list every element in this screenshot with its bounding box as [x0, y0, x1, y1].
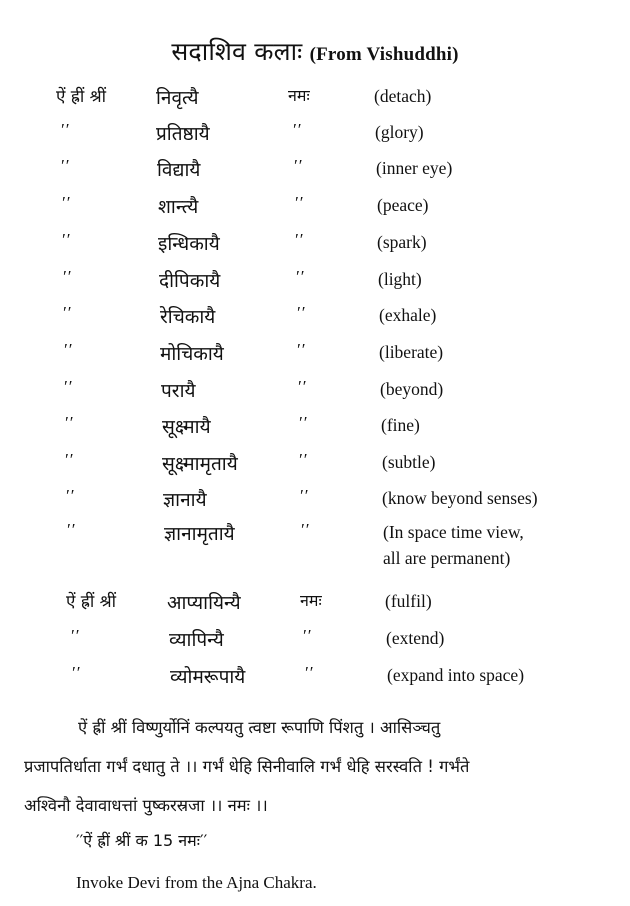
name-cell: व्यापिन्यै [169, 629, 224, 651]
namah-cell: ′′ [296, 303, 306, 322]
meaning-cell: (exhale) [379, 305, 437, 325]
namah-cell: ′′ [302, 626, 312, 645]
bija-quote: ′′ऐं ह्रीं श्रीं क 15 नमः′′ [76, 831, 208, 850]
namah-cell: ′′ [295, 267, 305, 286]
list-item [0, 84, 630, 112]
prefix-cell: ′′ [65, 486, 75, 505]
meaning-cell: (know beyond senses) [382, 488, 538, 508]
name-cell: आप्यायिन्यै [167, 592, 241, 614]
list-item [0, 589, 630, 617]
meaning-cell: (liberate) [379, 342, 444, 362]
meaning-cell: (extend) [386, 628, 445, 648]
list-item [0, 340, 630, 368]
meaning-cell: (light) [378, 269, 422, 289]
list-item [0, 450, 630, 478]
namah-cell: ′′ [296, 340, 306, 359]
name-cell: सूक्ष्मामृतायै [162, 453, 238, 475]
name-cell: ज्ञानायै [163, 489, 207, 511]
mantra-line: प्रजापतिर्धाता गर्भं दधातु ते ।। गर्भं धेहि सिनीवालि गर्भं धेहि सरस्वति ! गर्भंते [24, 757, 470, 776]
namah-cell: ′′ [298, 413, 308, 432]
meaning-cell: (spark) [377, 232, 427, 252]
meaning-cell: (glory) [375, 122, 424, 142]
prefix-cell: ′′ [63, 340, 73, 359]
prefix-cell: ′′ [62, 303, 72, 322]
mantra-line: ऐं ह्रीं श्रीं विष्णुर्योनिं कल्पयतु त्वष्टा रूपाणि पिंशतु । आसिञ्चतु [78, 718, 441, 737]
prefix-cell: ′′ [64, 450, 74, 469]
prefix-cell: ′′ [64, 413, 74, 432]
page-title [0, 34, 630, 68]
list-item [0, 626, 630, 654]
prefix-cell: ′′ [70, 626, 80, 645]
list-item [0, 520, 630, 572]
name-cell: ज्ञानामृतायै [164, 523, 235, 545]
list-item [0, 413, 630, 441]
prefix-cell: ′′ [66, 520, 76, 539]
mantra-paragraph [24, 708, 602, 825]
list-item [0, 120, 630, 148]
meaning-cell: (fulfil) [385, 591, 432, 611]
namah-cell: ′′ [294, 230, 304, 249]
list-item [0, 193, 630, 221]
list-item [0, 486, 630, 514]
meaning-cell: (expand into space) [387, 665, 525, 685]
namah-cell: ′′ [298, 450, 308, 469]
namah-cell: ′′ [294, 193, 304, 212]
name-cell: निवृत्यै [156, 87, 199, 109]
name-cell: इन्धिकायै [158, 233, 220, 255]
name-cell: रेचिकायै [160, 306, 216, 328]
prefix-cell: ′′ [61, 230, 71, 249]
list-item [0, 267, 630, 295]
name-cell: प्रतिष्ठायै [156, 123, 210, 145]
prefix-cell: ′′ [71, 663, 81, 682]
prefix-cell: ′′ [60, 120, 70, 139]
name-cell: मोचिकायै [160, 343, 224, 365]
namah-cell: नमः [300, 591, 322, 610]
list-item [0, 663, 630, 691]
prefix-cell: ′′ [60, 156, 70, 175]
meaning-cell: (In space time view, [383, 522, 524, 542]
namah-cell: नमः [288, 86, 310, 105]
meaning-cell: (detach) [374, 86, 432, 106]
meaning-cell: (beyond) [380, 379, 444, 399]
namah-cell: ′′ [304, 663, 314, 682]
prefix-cell: ऐं ह्रीं श्रीं [56, 87, 107, 107]
name-cell: शान्त्यै [158, 196, 199, 218]
name-cell: परायै [161, 380, 196, 402]
meaning-cell: (subtle) [382, 452, 436, 472]
mantra-line: अश्विनौ देवावाधत्तां पुष्करस्रजा ।। नमः ।। [24, 796, 268, 815]
name-cell: सूक्ष्मायै [162, 416, 211, 438]
prefix-cell: ′′ [62, 267, 72, 286]
prefix-cell: ऐं ह्रीं श्रीं [66, 592, 117, 612]
name-cell: विद्यायै [157, 159, 201, 181]
footer-instruction: Invoke Devi from the Ajna Chakra. [76, 873, 317, 892]
namah-cell: ′′ [292, 120, 302, 139]
list-item [0, 156, 630, 184]
namah-cell: ′′ [299, 486, 309, 505]
list-item [0, 303, 630, 331]
name-cell: दीपिकायै [159, 270, 221, 292]
namah-cell: ′′ [297, 377, 307, 396]
namah-cell: ′′ [293, 156, 303, 175]
name-cell: व्योमरूपायै [170, 666, 246, 688]
meaning-cell: (peace) [377, 195, 429, 215]
list-item [0, 230, 630, 258]
title-devanagari: सदाशिव कलाः [171, 37, 303, 66]
meaning-cell-continued: all are permanent) [383, 548, 511, 568]
title-latin: (From Vishuddhi) [309, 44, 459, 65]
prefix-cell: ′′ [63, 377, 73, 396]
prefix-cell: ′′ [61, 193, 71, 212]
namah-cell: ′′ [300, 520, 310, 539]
meaning-cell: (inner eye) [376, 158, 453, 178]
meaning-cell: (fine) [381, 415, 420, 435]
list-item [0, 377, 630, 405]
